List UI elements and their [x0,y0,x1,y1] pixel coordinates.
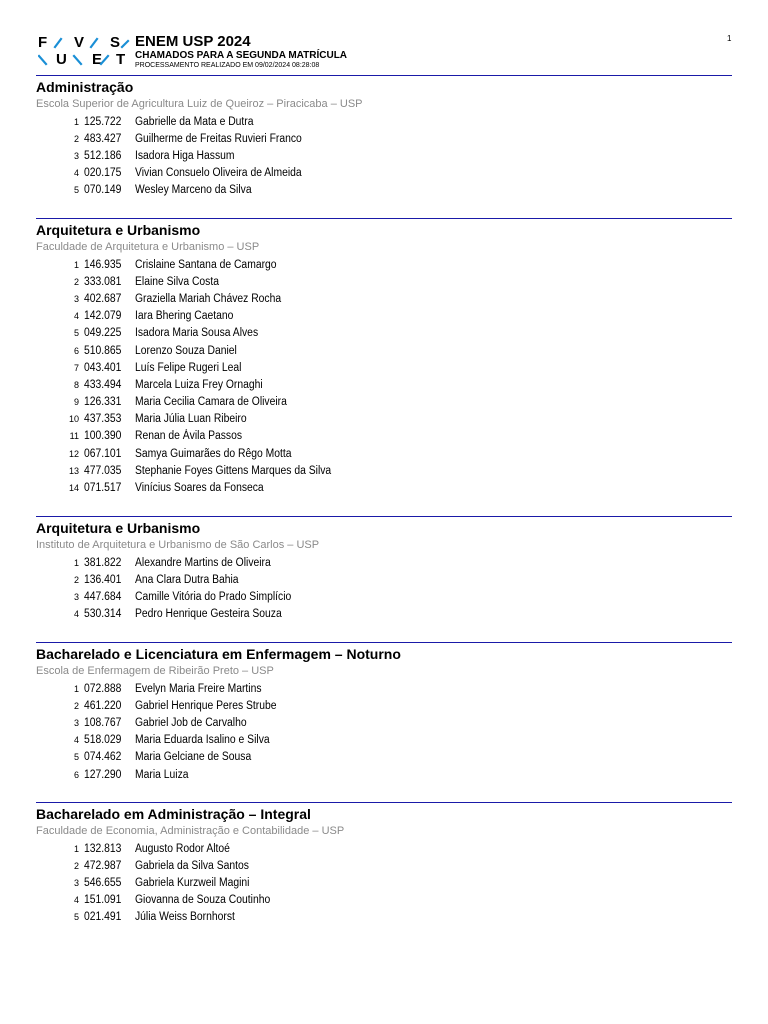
candidate-code: 146.935 [84,258,122,271]
candidate-list [36,256,732,497]
school-name: Faculdade de Arquitetura e Urbanismo – USP [36,241,260,253]
candidate-code: 518.029 [84,734,122,747]
candidate-code: 546.655 [84,876,122,889]
candidate-name: Júlia Weiss Bornhorst [135,911,235,924]
candidate-code: 447.684 [84,590,122,603]
row-number: 13 [68,465,79,476]
candidate-row [36,606,732,623]
row-number: 9 [73,397,79,408]
candidate-code: 043.401 [84,361,122,374]
candidate-row [36,571,732,588]
candidate-row [36,359,732,376]
candidate-code: 020.175 [84,167,122,180]
candidate-row [36,766,732,783]
candidate-name: Gabriela da Silva Santos [135,859,249,872]
course-title: Bacharelado e Licenciatura em Enfermagem – Noturno [36,646,401,662]
candidate-name: Gabriel Henrique Peres Strube [135,699,277,712]
candidate-row [36,290,732,307]
row-number: 2 [73,860,79,871]
row-number: 5 [73,752,79,763]
candidate-name: Augusto Rodor Altoé [135,842,230,855]
candidate-code: 108.767 [84,716,122,729]
course-section [36,516,732,623]
candidate-name: Isadora Maria Sousa Alves [135,327,259,340]
row-number: 5 [73,912,79,923]
candidate-list [36,680,732,783]
row-number: 6 [73,769,79,780]
candidate-code: 402.687 [84,292,122,305]
candidate-name: Alexandre Martins de Oliveira [135,556,271,569]
row-number: 10 [68,414,79,425]
candidate-row [36,411,732,428]
course-title: Bacharelado em Administração – Integral [36,806,311,822]
candidate-name: Elaine Silva Costa [135,275,219,288]
school-name: Faculdade de Economia, Administração e Contabilidade – USP [36,825,345,837]
candidate-code: 126.331 [84,396,122,409]
row-number: 1 [73,843,79,854]
document-header [135,34,347,70]
candidate-code: 433.494 [84,378,122,391]
candidate-code: 127.290 [84,768,122,781]
candidate-name: Wesley Marceno da Silva [135,184,252,197]
candidate-code: 333.081 [84,275,122,288]
course-section [36,75,732,199]
candidate-name: Evelyn Maria Freire Martins [135,682,262,695]
row-number: 1 [73,116,79,127]
row-number: 8 [73,379,79,390]
row-number: 14 [68,483,79,494]
school-name: Escola de Enfermagem de Ribeirão Preto – USP [36,665,274,677]
document-subtitle: CHAMADOS PARA A SEGUNDA MATRÍCULA [135,50,348,61]
candidate-name: Guilherme de Freitas Ruvieri Franco [135,132,302,145]
row-number: 4 [73,735,79,746]
candidate-code: 067.101 [84,447,122,460]
candidate-name: Maria Júlia Luan Ribeiro [135,413,247,426]
candidate-name: Luís Felipe Rugeri Leal [135,361,242,374]
row-number: 4 [73,311,79,322]
candidate-row [36,732,732,749]
row-number: 3 [73,293,79,304]
candidate-row [36,857,732,874]
row-number: 1 [73,557,79,568]
candidate-row [36,325,732,342]
candidate-code: 072.888 [84,682,122,695]
row-number: 3 [73,717,79,728]
candidate-code: 074.462 [84,751,122,764]
candidate-code: 049.225 [84,327,122,340]
candidate-row [36,376,732,393]
candidate-name: Maria Gelciane de Sousa [135,751,252,764]
candidate-code: 021.491 [84,911,122,924]
candidate-code: 125.722 [84,115,122,128]
document-title: ENEM USP 2024 [135,33,251,50]
candidate-row [36,749,732,766]
candidate-name: Stephanie Foyes Gittens Marques da Silva [135,464,332,477]
candidate-row [36,308,732,325]
candidate-name: Giovanna de Souza Coutinho [135,894,271,907]
candidate-row [36,165,732,182]
candidate-code: 142.079 [84,310,122,323]
candidate-name: Gabrielle da Mata e Dutra [135,115,254,128]
candidate-code: 477.035 [84,464,122,477]
row-number: 11 [69,431,79,442]
candidate-code: 512.186 [84,149,122,162]
candidate-row [36,394,732,411]
logo-letter: S [110,34,121,51]
candidate-code: 151.091 [84,894,122,907]
candidate-name: Graziella Mariah Chávez Rocha [135,292,282,305]
course-title: Arquitetura e Urbanismo [36,222,201,238]
fuvest-logo [38,35,128,67]
candidate-name: Iara Bhering Caetano [135,310,234,323]
row-number: 4 [73,895,79,906]
candidate-name: Renan de Ávila Passos [135,430,243,443]
candidate-row [36,428,732,445]
candidate-code: 530.314 [84,608,122,621]
course-section [36,642,732,783]
row-number: 12 [68,448,79,459]
candidate-code: 461.220 [84,699,122,712]
candidate-row [36,182,732,199]
candidate-code: 132.813 [84,842,122,855]
logo-letter: T [116,51,126,68]
row-number: 2 [73,276,79,287]
candidate-name: Gabriela Kurzweil Magini [135,876,250,889]
row-number: 3 [73,150,79,161]
candidate-row [36,479,732,496]
row-number: 5 [73,328,79,339]
candidate-list [36,113,732,199]
candidate-code: 071.517 [84,482,122,495]
candidate-row [36,445,732,462]
logo-slash-marks [38,35,130,69]
candidate-row [36,697,732,714]
candidate-name: Pedro Henrique Gesteira Souza [135,608,282,621]
candidate-name: Ana Clara Dutra Bahia [135,573,239,586]
row-number: 2 [73,574,79,585]
candidate-list [36,554,732,623]
logo-letter: E [92,51,103,68]
row-number: 1 [73,259,79,270]
candidate-name: Lorenzo Souza Daniel [135,344,237,357]
candidate-name: Maria Eduarda Isalino e Silva [135,734,270,747]
candidate-name: Isadora Higa Hassum [135,149,235,162]
logo-letter: V [74,34,85,51]
candidate-row [36,130,732,147]
candidate-code: 472.987 [84,859,122,872]
candidate-row [36,909,732,926]
candidate-code: 136.401 [84,573,122,586]
candidate-row [36,113,732,130]
candidate-row [36,680,732,697]
candidate-list [36,840,732,926]
candidate-code: 381.822 [84,556,122,569]
row-number: 6 [73,345,79,356]
course-title: Administração [36,79,134,95]
row-number: 2 [73,133,79,144]
school-name: Instituto de Arquitetura e Urbanismo de São Carlos – USP [36,539,320,551]
candidate-row [36,147,732,164]
candidate-code: 437.353 [84,413,122,426]
candidate-name: Gabriel Job de Carvalho [135,716,247,729]
processing-timestamp: PROCESSAMENTO REALIZADO EM 09/02/2024 08:28:08 [135,62,320,69]
candidate-row [36,342,732,359]
candidate-row [36,273,732,290]
candidate-row [36,256,732,273]
row-number: 4 [73,168,79,179]
page-number: 1 [727,34,732,43]
candidate-row [36,588,732,605]
course-section [36,218,732,497]
candidate-row [36,840,732,857]
candidate-code: 100.390 [84,430,122,443]
candidate-row [36,554,732,571]
candidate-code: 483.427 [84,132,122,145]
row-number: 2 [73,700,79,711]
row-number: 7 [73,362,79,373]
course-title: Arquitetura e Urbanismo [36,520,201,536]
candidate-code: 070.149 [84,184,122,197]
row-number: 3 [73,877,79,888]
school-name: Escola Superior de Agricultura Luiz de Queiroz – Piracicaba – USP [36,98,363,110]
logo-letter: U [56,51,67,68]
candidate-name: Maria Cecilia Camara de Oliveira [135,396,287,409]
row-number: 4 [73,609,79,620]
row-number: 5 [73,185,79,196]
candidate-row [36,462,732,479]
row-number: 1 [73,683,79,694]
course-section [36,802,732,926]
logo-letter: F [38,34,48,51]
candidate-name: Crislaine Santana de Camargo [135,258,277,271]
candidate-name: Camille Vitória do Prado Simplício [135,590,292,603]
candidate-row [36,874,732,891]
candidate-name: Maria Luiza [135,768,189,781]
candidate-name: Vivian Consuelo Oliveira de Almeida [135,167,302,180]
candidate-name: Vinícius Soares da Fonseca [135,482,264,495]
candidate-row [36,892,732,909]
row-number: 3 [73,591,79,602]
candidate-row [36,714,732,731]
candidate-code: 510.865 [84,344,122,357]
candidate-name: Marcela Luiza Frey Ornaghi [135,378,263,391]
candidate-name: Samya Guimarães do Rêgo Motta [135,447,292,460]
